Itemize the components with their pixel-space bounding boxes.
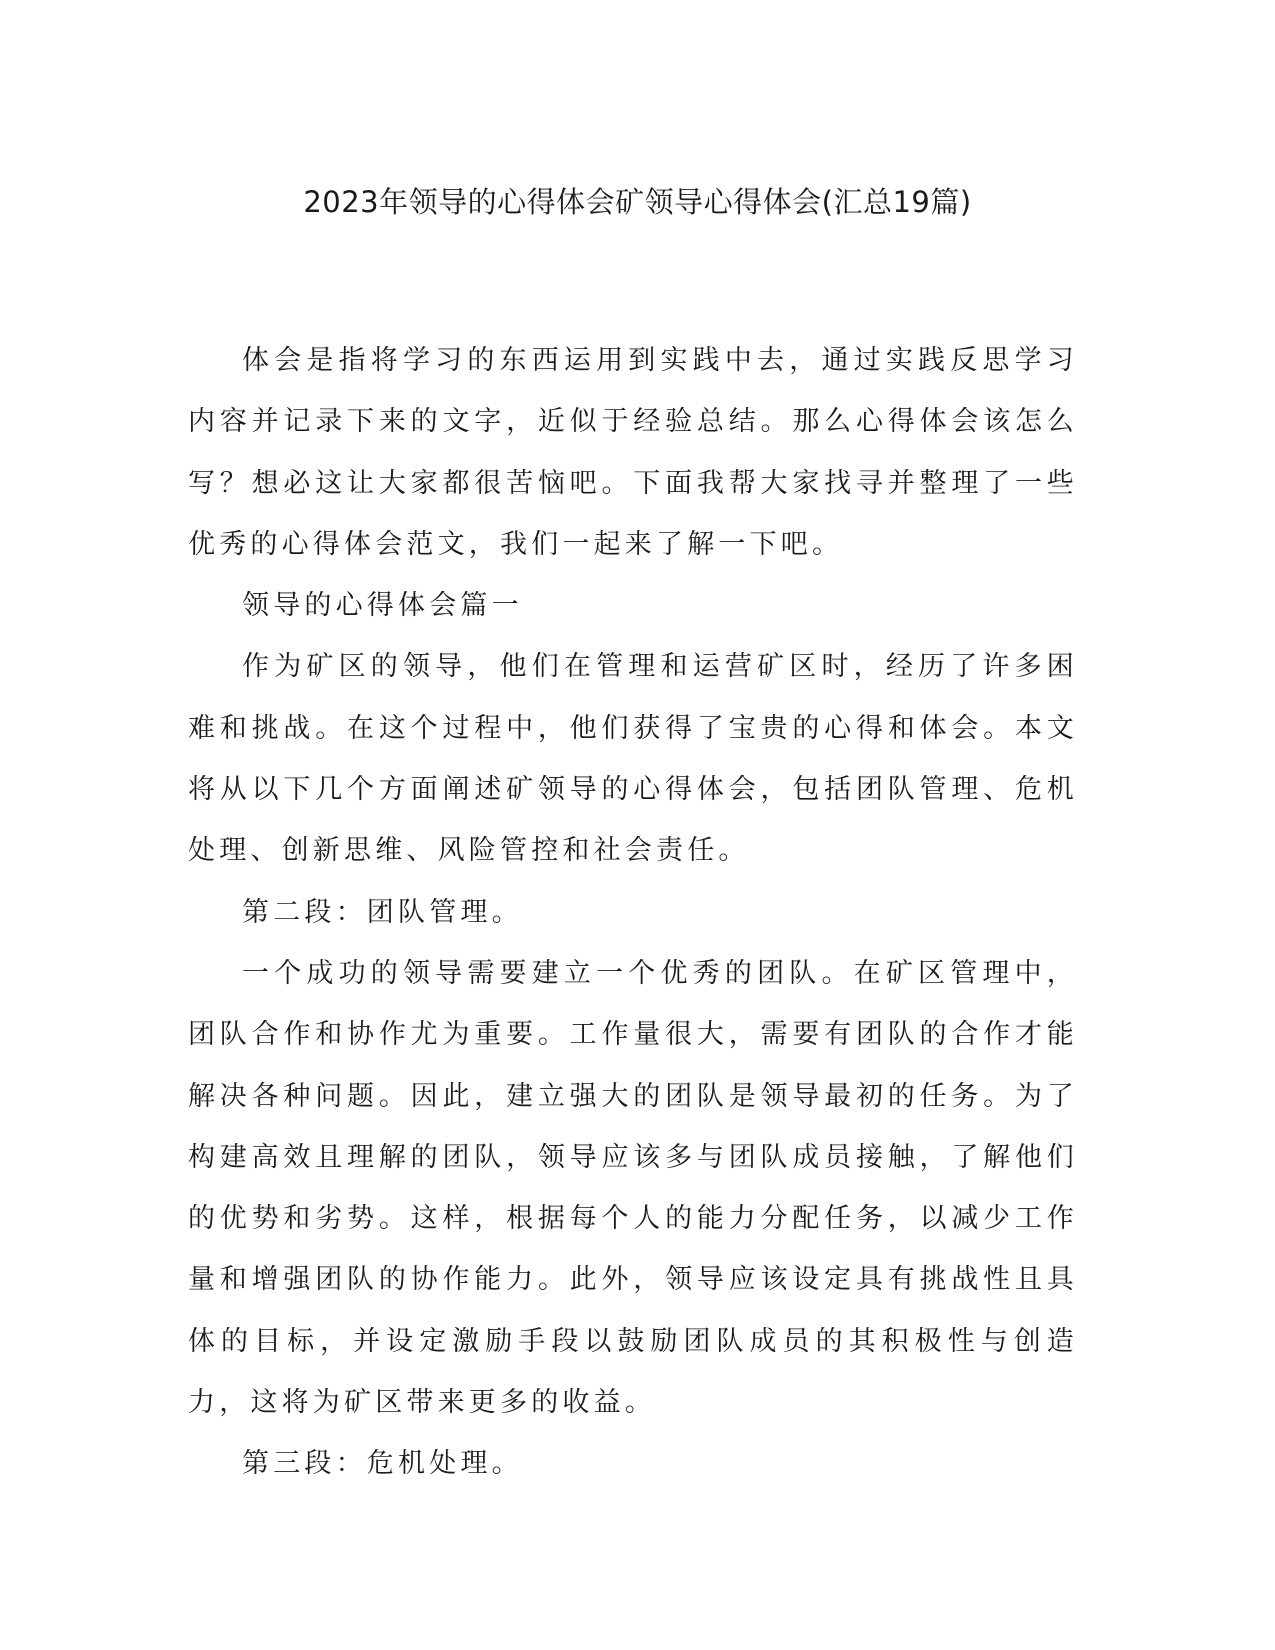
team-management-paragraph: 一个成功的领导需要建立一个优秀的团队。在矿区管理中，团队合作和协作尤为重要。工作量很大，需要有团队的合作才能解决各种问题。因此，建立强大的团队是领导最初的任务。为了构建高效且理解的团队，领导应该多与团队成员接触，了解他们的优势和劣势。这样，根据每个人的能力分配任务，以减少工作量和增强团队的协作能力。此外，领导应该设定具有挑战性且具体的目标，并设定激励手段以鼓励团队成员的其积极性与创造力，这将为矿区带来更多的收益。 — [188, 957, 1078, 1419]
intro-paragraph: 体会是指将学习的东西运用到实践中去，通过实践反思学习内容并记录下来的文字，近似于经验总结。那么心得体会该怎么写？想必这让大家都很苦恼吧。下面我帮大家找寻并整理了一些优秀的心得体会范文，我们一起来了解一下吧。 — [188, 345, 1078, 560]
section-heading-part-one: 领导的心得体会篇一 — [242, 590, 523, 622]
document-body — [188, 330, 1078, 1495]
section-heading-team-management: 第二段：团队管理。 — [242, 896, 523, 928]
document-title: 2023年领导的心得体会矿领导心得体会(汇总19篇) — [303, 185, 972, 219]
section-heading-crisis-handling: 第三段：危机处理。 — [242, 1448, 523, 1480]
opening-paragraph: 作为矿区的领导，他们在管理和运营矿区时，经历了许多困难和挑战。在这个过程中，他们获得了宝贵的心得和体会。本文将从以下几个方面阐述矿领导的心得体会，包括团队管理、危机处理、创新思维、风险管控和社会责任。 — [188, 651, 1078, 867]
